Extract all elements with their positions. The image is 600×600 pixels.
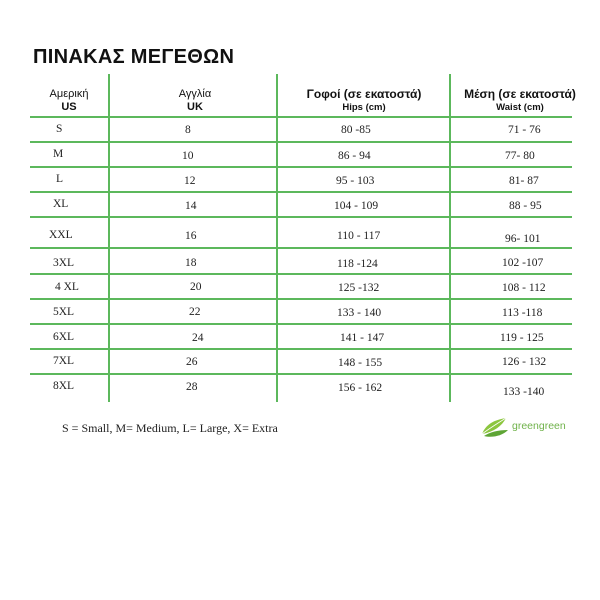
cell-hips: 148 - 155 bbox=[338, 357, 383, 369]
column-divider bbox=[449, 74, 451, 402]
header-uk-code: UK bbox=[187, 101, 203, 113]
header-waist-english: Waist (cm) bbox=[496, 102, 544, 113]
cell-hips: 156 - 162 bbox=[338, 382, 383, 394]
cell-us-size: M bbox=[53, 148, 64, 160]
cell-hips: 95 - 103 bbox=[336, 175, 375, 187]
row-divider bbox=[30, 298, 572, 300]
cell-us-size: 7XL bbox=[53, 355, 75, 367]
cell-us-size: 4 XL bbox=[55, 281, 79, 293]
column-divider bbox=[276, 74, 278, 402]
cell-waist: 71 - 76 bbox=[508, 124, 541, 136]
brand-name: greengreen bbox=[512, 420, 566, 432]
cell-waist: 77- 80 bbox=[505, 150, 535, 162]
row-divider bbox=[30, 273, 572, 275]
cell-us-size: L bbox=[56, 173, 64, 185]
cell-hips: 104 - 109 bbox=[334, 200, 379, 212]
row-divider bbox=[30, 116, 572, 118]
cell-hips: 86 - 94 bbox=[338, 150, 371, 162]
row-divider bbox=[30, 216, 572, 218]
cell-hips: 141 - 147 bbox=[340, 332, 385, 344]
cell-uk-size: 24 bbox=[192, 332, 204, 344]
header-us-code: US bbox=[61, 101, 77, 113]
cell-uk-size: 14 bbox=[185, 200, 197, 212]
header-hips-greek: Γοφοί (σε εκατοστά) bbox=[306, 87, 422, 101]
cell-uk-size: 12 bbox=[184, 175, 196, 187]
cell-uk-size: 26 bbox=[186, 356, 198, 368]
row-divider bbox=[30, 323, 572, 325]
cell-waist: 102 -107 bbox=[502, 257, 544, 269]
cell-hips: 110 - 117 bbox=[337, 230, 381, 242]
cell-waist: 113 -118 bbox=[502, 307, 543, 319]
size-legend: S = Small, M= Medium, L= Large, X= Extra bbox=[62, 421, 278, 435]
row-divider bbox=[30, 348, 572, 350]
cell-uk-size: 16 bbox=[185, 230, 197, 242]
cell-uk-size: 22 bbox=[189, 306, 201, 318]
cell-hips: 133 - 140 bbox=[337, 307, 382, 319]
cell-us-size: 5XL bbox=[53, 306, 75, 318]
header-uk bbox=[150, 88, 240, 114]
cell-waist: 126 - 132 bbox=[502, 356, 547, 368]
header-us-greek: Αμερική bbox=[49, 88, 89, 100]
header-waist-greek: Μέση (σε εκατοστά) bbox=[464, 87, 576, 101]
cell-uk-size: 18 bbox=[185, 257, 197, 269]
cell-us-size: XL bbox=[53, 198, 69, 210]
cell-uk-size: 28 bbox=[186, 381, 198, 393]
row-divider bbox=[30, 373, 572, 375]
page-title: ΠΙΝΑΚΑΣ ΜΕΓΕΘΩΝ bbox=[33, 46, 235, 68]
row-divider bbox=[30, 166, 572, 168]
row-divider bbox=[30, 191, 572, 193]
cell-waist: 133 -140 bbox=[503, 386, 545, 398]
cell-us-size: 6XL bbox=[53, 331, 75, 343]
header-uk-greek: Αγγλία bbox=[178, 88, 212, 100]
row-divider bbox=[30, 141, 572, 143]
header-waist bbox=[455, 88, 585, 114]
column-divider bbox=[108, 74, 110, 402]
cell-uk-size: 20 bbox=[190, 281, 202, 293]
cell-waist: 96- 101 bbox=[505, 233, 541, 245]
cell-us-size: S bbox=[56, 123, 63, 135]
cell-us-size: 3XL bbox=[53, 257, 75, 269]
brand-logo bbox=[480, 414, 566, 438]
cell-waist: 108 - 112 bbox=[502, 282, 546, 294]
header-hips-english: Hips (cm) bbox=[342, 102, 386, 113]
cell-us-size: 8XL bbox=[53, 380, 75, 392]
cell-waist: 119 - 125 bbox=[500, 332, 544, 344]
cell-uk-size: 8 bbox=[185, 124, 191, 136]
header-hips bbox=[282, 88, 446, 114]
cell-hips: 118 -124 bbox=[337, 258, 378, 270]
header-us bbox=[36, 88, 102, 114]
cell-us-size: XXL bbox=[49, 229, 73, 241]
cell-hips: 80 -85 bbox=[341, 124, 371, 136]
cell-hips: 125 -132 bbox=[338, 282, 380, 294]
cell-waist: 81- 87 bbox=[509, 175, 539, 187]
cell-waist: 88 - 95 bbox=[509, 200, 542, 212]
row-divider bbox=[30, 247, 572, 249]
cell-uk-size: 10 bbox=[182, 150, 194, 162]
leaf-icon bbox=[480, 414, 510, 438]
